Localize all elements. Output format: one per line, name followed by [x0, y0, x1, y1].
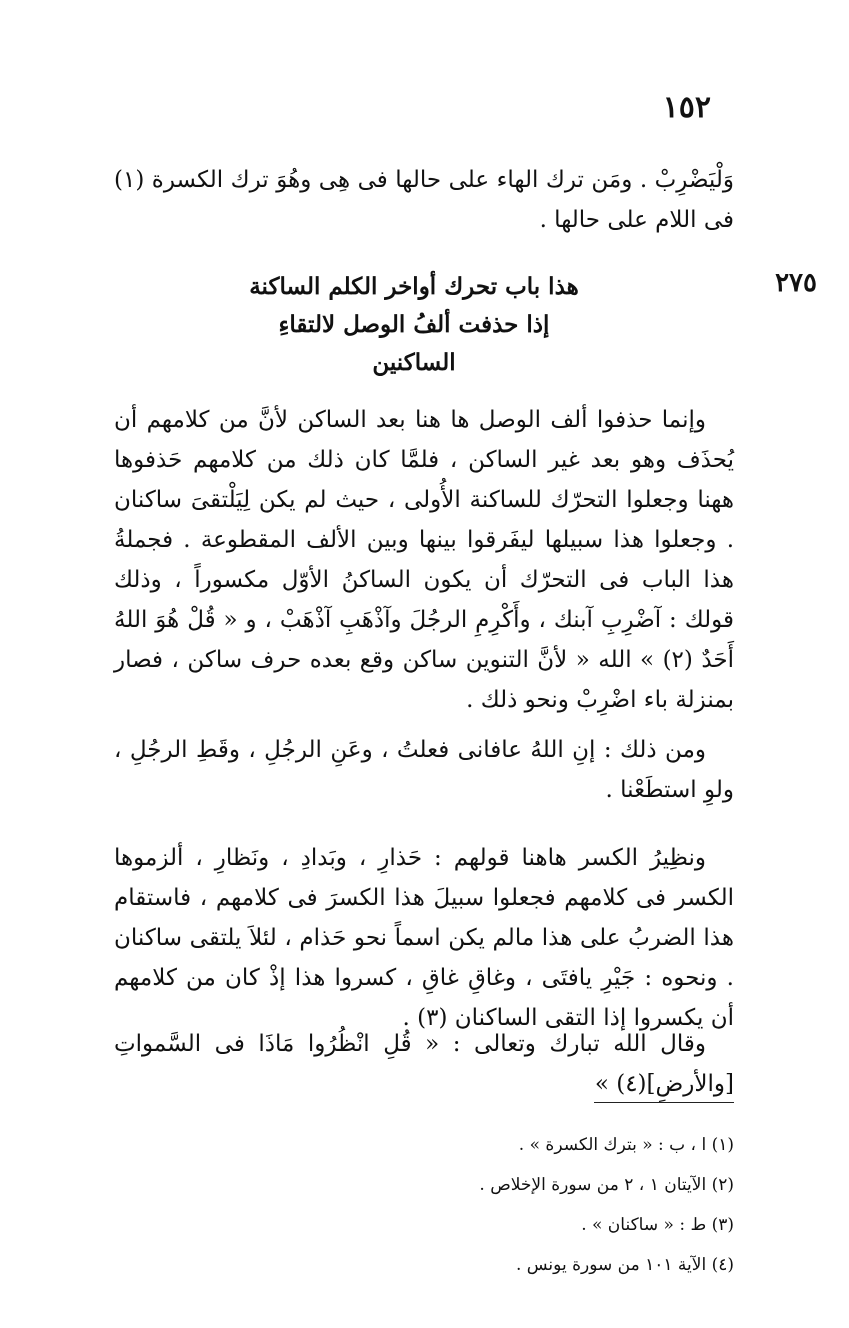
footnote-3: (٣) ط : « ساكنان » .	[581, 1215, 734, 1235]
intro-paragraph	[114, 160, 734, 240]
paragraph-text: ونظِيرُ الكسر هاهنا قولهم : حَذارِ ، وبَدادِ ، ونَظارِ ، ألزموها الكسر فى كلامهم فجعلوا سبيلَ هذا الكسرَ فى كلامهم ، فاستقام هذا الضربُ على هذا مالم يكن اسماً نحو حَذام ، لئلاَ يلتقى ساكنان . ونحوه : جَيْرِ يافتَى ، وغاقِ غاقِ ، كسروا هذا إذْ كان من كلامهم أن يكسروا إذا التقى الساكنان (٣) .	[114, 845, 734, 1031]
footnote-2: (٢) الآيتان ١ ، ٢ من سورة الإخلاص .	[479, 1175, 734, 1195]
body-paragraph-4	[114, 1024, 734, 1104]
paragraph-text: ومن ذلك : إنِ اللهُ عافانى فعلتُ ، وعَنِ الرجُلِ ، وقَطِ الرجُلِ ، ولوِ استطَعْنا .	[114, 737, 734, 803]
footnote-divider	[594, 1102, 734, 1103]
footnote-1: (١) ا ، ب : « بترك الكسرة » .	[518, 1135, 734, 1155]
footnotes	[114, 1125, 734, 1285]
section-heading	[244, 268, 584, 382]
paragraph-text: وإنما حذفوا ألف الوصل ها هنا بعد الساكن لأنَّ من كلامهم أن يُحذَف وهو بعد غير الساكن ، فلمَّا كان ذلك من كلامهم حَذفوها ههنا وجعلوا التحرّك للساكنة الأُولى ، حيث لم يكن لِيَلْتقىَ ساكنان . وجعلوا هذا سبيلها ليفَرقوا بينها وبين الألف المقطوعة . فجملةُ هذا الباب فى التحرّك أن يكون الساكنُ الأوّل مكسوراً ، وذلك قولك : آضْرِبِ آبنك ، وأَكْرِمِ الرجُلَ وآذْهَبِ آذْهَبْ ، و « قُلْ هُوَ اللهُ أَحَدٌ (٢) » الله « لأنَّ التنوين ساكن وقع بعده حرف ساكن ، فصار بمنزلة باء اضْرِبْ ونحو ذلك .	[114, 407, 735, 713]
footnote-4: (٤) الآية ١٠١ من سورة يونس .	[515, 1255, 734, 1275]
page-number: ١٥٢	[662, 90, 711, 125]
body-paragraph-2	[114, 730, 734, 810]
body-paragraph-3	[114, 838, 734, 1038]
body-paragraph-1	[114, 400, 734, 720]
section-title-line-2: إذا حذفت ألفُ الوصل لالتقاءِ الساكنين	[278, 311, 550, 376]
section-title-line-1: هذا باب تحرك أواخر الكلم الساكنة	[249, 273, 579, 300]
intro-text: وَلْيَضْرِبْ . ومَن ترك الهاء على حالها فى هِى وهُوَ ترك الكسرة (١) فى اللام على حالها .	[114, 167, 734, 233]
paragraph-text: وقال الله تبارك وتعالى : « قُلِ انْظُرُوا مَاذَا فى السَّمواتِ [والأرضِ](٤) »	[114, 1031, 734, 1097]
section-number: ٢٧٥	[775, 268, 817, 298]
